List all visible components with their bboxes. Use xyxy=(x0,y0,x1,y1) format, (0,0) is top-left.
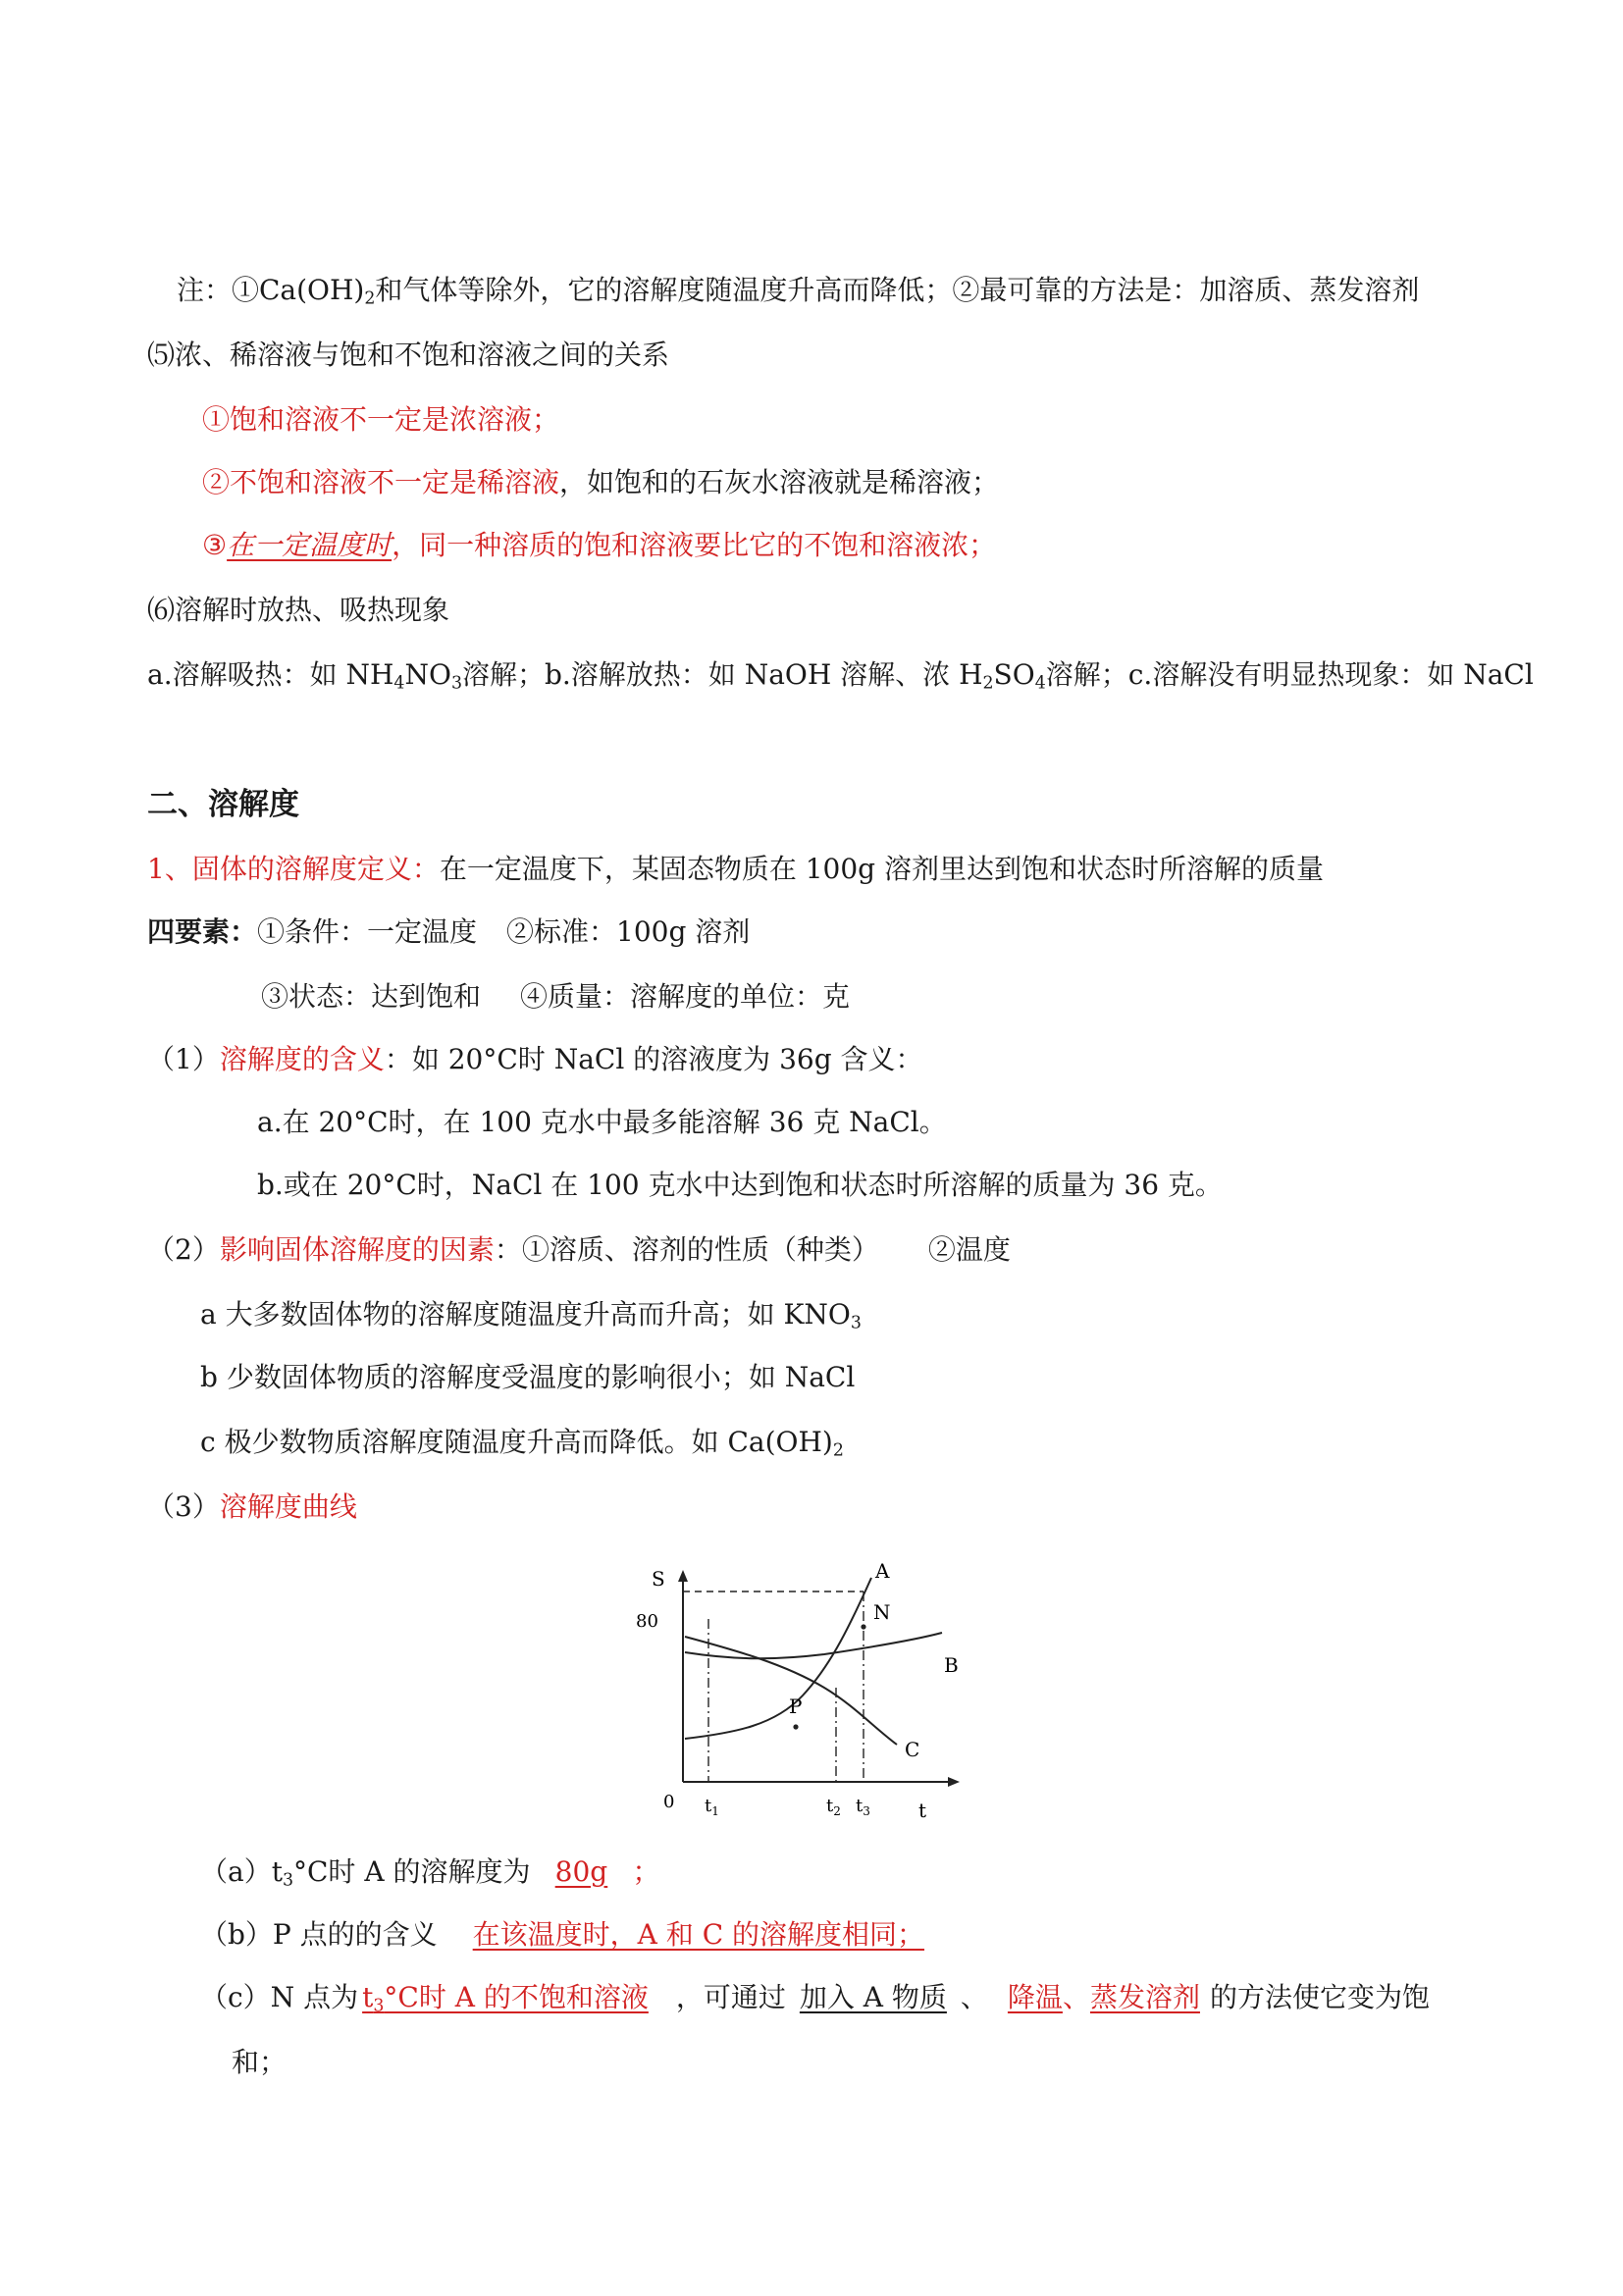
y-axis-label: S xyxy=(652,1567,665,1591)
question-c xyxy=(200,1978,1430,2017)
answer-b: 在该温度时，A 和 C 的溶解度相同； xyxy=(472,1918,925,1951)
note-text: 和气体等除外，它的溶解度随温度升高而降低；②最可靠的方法是：加溶质、蒸发溶剂 xyxy=(375,274,1420,306)
point-2-a-text: a 大多数固体物的溶解度随温度升高而升高；如 KNO xyxy=(200,1298,851,1331)
four-element-1: ①条件：一定温度 xyxy=(257,915,478,948)
section-6-title xyxy=(147,591,449,630)
section-5-item-3-num: ③ xyxy=(202,529,228,561)
answer-a: 80g xyxy=(554,1855,608,1888)
note-prefix: 注：①Ca(OH) xyxy=(177,274,365,306)
section-5-item-2 xyxy=(202,463,999,502)
curve-C-label: C xyxy=(905,1738,920,1761)
s6-sub-4b: 4 xyxy=(1034,673,1046,694)
point-N-dot xyxy=(861,1624,865,1629)
point-P-dot xyxy=(793,1724,798,1729)
question-a-prefix: （a）t xyxy=(200,1855,283,1888)
x-axis-label: t xyxy=(918,1799,927,1822)
point-1-b xyxy=(257,1166,1223,1205)
definition-label: 1、固体的溶解度定义： xyxy=(147,853,440,885)
curve-A-label: A xyxy=(875,1559,890,1583)
section-5-title xyxy=(147,336,669,375)
question-c-sep2: 、 xyxy=(1062,1981,1090,2013)
point-2-c xyxy=(200,1423,844,1462)
s6-sub-2: 2 xyxy=(982,673,994,694)
question-c-end: 的方法使它变为饱 xyxy=(1209,1981,1430,2013)
s6-part-b: NO xyxy=(404,658,451,691)
point-2-b-text: b 少数固体物质的溶解度受温度的影响很小；如 NaCl xyxy=(200,1361,856,1393)
y-tick-80: 80 xyxy=(636,1611,658,1632)
question-c-cont xyxy=(232,2043,287,2082)
section-6-line xyxy=(147,655,1534,695)
t2-main: t xyxy=(826,1796,834,1816)
four-elements-line-2 xyxy=(261,977,850,1017)
answer-c4: 蒸发溶剂 xyxy=(1089,1981,1200,2013)
t3-label xyxy=(856,1796,870,1818)
point-2-num: （2） xyxy=(147,1233,220,1266)
question-a-end: ； xyxy=(632,1855,660,1888)
s6-part-a: a.溶解吸热：如 NH xyxy=(147,658,394,691)
part-2-heading-text: 二、溶解度 xyxy=(147,787,299,822)
y-axis-arrow xyxy=(678,1570,688,1582)
t1-main: t xyxy=(705,1796,712,1816)
question-b xyxy=(200,1915,924,1955)
question-c-prefix: （c）N 点为 xyxy=(200,1981,359,2013)
curve-B xyxy=(685,1633,942,1658)
section-5-item-2-black: ，如饱和的石灰水溶液就是稀溶液； xyxy=(559,466,1000,498)
t2-sub: 2 xyxy=(833,1804,841,1818)
answer-c3: 降温 xyxy=(1007,1981,1063,2013)
s6-sub-3: 3 xyxy=(450,673,462,694)
section-5-item-2-red: ②不饱和溶液不一定是稀溶液 xyxy=(202,466,560,498)
four-elements-line-1 xyxy=(147,913,750,952)
answer-c2: 加入 A 物质 xyxy=(799,1981,947,2013)
x-axis-arrow xyxy=(948,1777,960,1787)
point-3-num: （3） xyxy=(147,1490,220,1523)
question-c-mid: ，可通过 xyxy=(675,1981,786,2013)
question-a xyxy=(200,1852,659,1892)
note-sub: 2 xyxy=(364,288,376,309)
answer-c1-t: t xyxy=(362,1981,374,2013)
section-5-item-1 xyxy=(202,400,559,440)
four-elements-label: 四要素： xyxy=(147,915,258,948)
point-1-num: （1） xyxy=(147,1043,220,1075)
point-2-label: 影响固体溶解度的因素 xyxy=(219,1233,495,1266)
t1-sub: 1 xyxy=(711,1804,719,1818)
answer-c1-sub: 3 xyxy=(373,1996,385,2016)
note-line xyxy=(177,271,1419,310)
point-1-b-text: b.或在 20°C时，NaCl 在 100 克水中达到饱和状态时所溶解的质量为 36 克。 xyxy=(257,1169,1223,1201)
question-b-prefix: （b）P 点的的含义 xyxy=(200,1918,438,1951)
definition-line xyxy=(147,850,1324,889)
section-6-title-text: ⑹溶解时放热、吸热现象 xyxy=(147,594,450,626)
point-2-c-text: c 极少数物质溶解度随温度升高而降低。如 Ca(OH) xyxy=(200,1426,833,1458)
point-1-line xyxy=(147,1040,923,1079)
four-element-4: ④质量：溶解度的单位：克 xyxy=(520,980,851,1013)
answer-c1: °C时 A 的不饱和溶液 xyxy=(384,1981,649,2013)
point-1-a xyxy=(257,1103,947,1142)
point-2-a-sub: 3 xyxy=(850,1313,862,1333)
question-a-sub: 3 xyxy=(282,1870,293,1891)
four-element-3: ③状态：达到饱和 xyxy=(261,980,482,1013)
point-N-label: N xyxy=(873,1600,891,1624)
section-5-title-text: ⑸浓、稀溶液与饱和不饱和溶液之间的关系 xyxy=(147,339,670,371)
point-1-text: ：如 20°C时 NaCl 的溶液度为 36g 含义： xyxy=(384,1043,923,1075)
section-5-item-3-text: ，同一种溶质的饱和溶液要比它的不饱和溶液浓； xyxy=(392,529,997,561)
point-1-a-text: a.在 20°C时，在 100 克水中最多能溶解 36 克 NaCl。 xyxy=(257,1106,947,1138)
four-element-2: ②标准：100g 溶剂 xyxy=(506,915,751,948)
s6-part-c: 溶解；b.溶解放热：如 NaOH 溶解、浓 H xyxy=(461,658,983,691)
question-c-end-2: 和； xyxy=(232,2046,288,2078)
t2-label xyxy=(826,1796,841,1818)
t3-sub: 3 xyxy=(863,1804,870,1818)
section-5-item-3-emph: 在一定温度时 xyxy=(227,529,393,561)
origin-label: 0 xyxy=(663,1792,675,1812)
question-c-sep: 、 xyxy=(960,1981,988,2013)
definition-text: 在一定温度下，某固态物质在 100g 溶剂里达到饱和状态时所溶解的质量 xyxy=(439,853,1324,885)
point-3-line xyxy=(147,1487,357,1527)
part-2-heading xyxy=(147,785,299,824)
question-a-mid: °C时 A 的溶解度为 xyxy=(293,1855,531,1888)
s6-part-e: 溶解；c.溶解没有明显热现象：如 NaCl xyxy=(1045,658,1534,691)
point-1-label: 溶解度的含义 xyxy=(219,1043,385,1075)
point-2-text-2: ②温度 xyxy=(927,1233,1011,1266)
solubility-graph xyxy=(628,1550,1001,1825)
point-2-c-sub: 2 xyxy=(832,1440,844,1461)
section-5-item-1-text: ①饱和溶液不一定是浓溶液； xyxy=(202,403,560,436)
curve-B-label: B xyxy=(944,1653,959,1677)
s6-sub-4: 4 xyxy=(393,673,405,694)
curve-C xyxy=(685,1637,897,1745)
point-2-b xyxy=(200,1358,855,1397)
t1-label xyxy=(705,1796,719,1818)
point-3-label: 溶解度曲线 xyxy=(219,1490,357,1523)
point-P-label: P xyxy=(789,1695,803,1718)
point-2-text: ：①溶质、溶剂的性质（种类） xyxy=(494,1233,879,1266)
section-5-item-3 xyxy=(202,526,996,565)
point-2-a xyxy=(200,1295,862,1334)
s6-part-d: SO xyxy=(993,658,1035,691)
point-2-line xyxy=(147,1230,1011,1270)
t3-main: t xyxy=(856,1796,864,1816)
